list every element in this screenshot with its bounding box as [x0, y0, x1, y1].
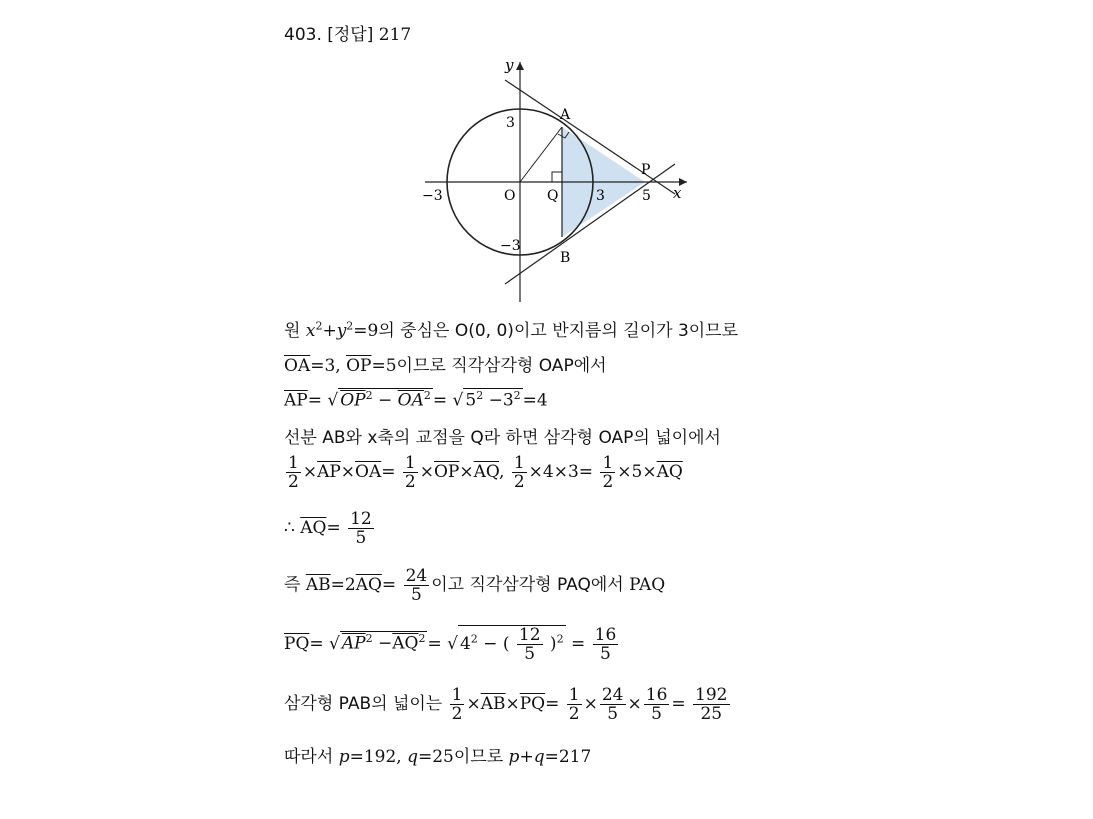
tick-y-3: 3 [506, 115, 515, 131]
label-p: P [641, 162, 651, 178]
tick-x-3: 3 [596, 188, 605, 204]
answer-value: 217 [378, 25, 412, 45]
label-o: O [504, 188, 516, 204]
segment-oa [520, 127, 562, 182]
solution-line-8: $\overline{PQ}=$ √ $AP^2 -\overline{AQ}^2$ = √ $4^2$ − ( $\frac{12}{5}$ )$^2$ = $\frac{16}{5}$ [284, 625, 617, 664]
tick-x-neg3: −3 [422, 188, 443, 204]
solution-line-4: 선분 AB와 x축의 교점을 Q라 하면 삼각형 OAP의 넓이에서 [284, 428, 721, 448]
label-x: x [673, 184, 682, 202]
solution-line-1: 원 $x^2+y^2=9$의 중심은 O(0, 0)이고 반지름의 길이가 3이므로 [284, 319, 739, 341]
solution-line-3: $\overline{AP}=$ √ $OP^2 - \overline{OA}^2$ = √ $5^2 -3^2 =4$ [284, 389, 548, 411]
label-b: B [560, 250, 571, 266]
solution-line-10: 따라서 p=192, q=25이므로 p+q=217 [284, 747, 592, 767]
problem-number: 403. [정답] [284, 25, 374, 45]
label-a: A [560, 107, 571, 123]
tick-y-neg3: −3 [500, 238, 521, 254]
tick-x-5: 5 [642, 188, 651, 204]
label-q: Q [547, 188, 559, 204]
solution-line-6: ∴ $\overline{AQ}=$ $\frac{12}{5}$ [284, 509, 372, 548]
right-angle-q [552, 172, 562, 182]
solution-line-7: 즉 $\overline{AB}=2\overline{AQ}=$ $\frac{24}{5}$ 이고 직각삼각형 PAQ에서 PAQ [284, 566, 666, 605]
coordinate-figure [405, 52, 695, 307]
solution-line-5: $\frac{1}{2}$ $\times\overline{AP}\times\overline{OA}=$ $\frac{1}{2}$ $\times\overline{OP}\times\overline{AQ}$, $\frac{1}{2}$ ×4×3= $\frac{1}{2}$ $\times 5\times\overline{AQ}$ [288, 453, 683, 492]
y-axis-arrow [516, 62, 524, 70]
label-y: y [505, 56, 514, 74]
problem-header [284, 20, 411, 45]
solution-line-9: 삼각형 PAB의 넓이는 $\frac{1}{2}$ $\times\overline{AB}\times\overline{PQ}=$ $\frac{1}{2}$ × $\frac{24}{5}$ × $\frac{16}{5}$ = $\frac{192}{25}$ [284, 685, 728, 724]
solution-line-2: $\overline{OA}=3$, $\overline{OP}=5$이므로 직각삼각형 OAP에서 [284, 356, 607, 376]
